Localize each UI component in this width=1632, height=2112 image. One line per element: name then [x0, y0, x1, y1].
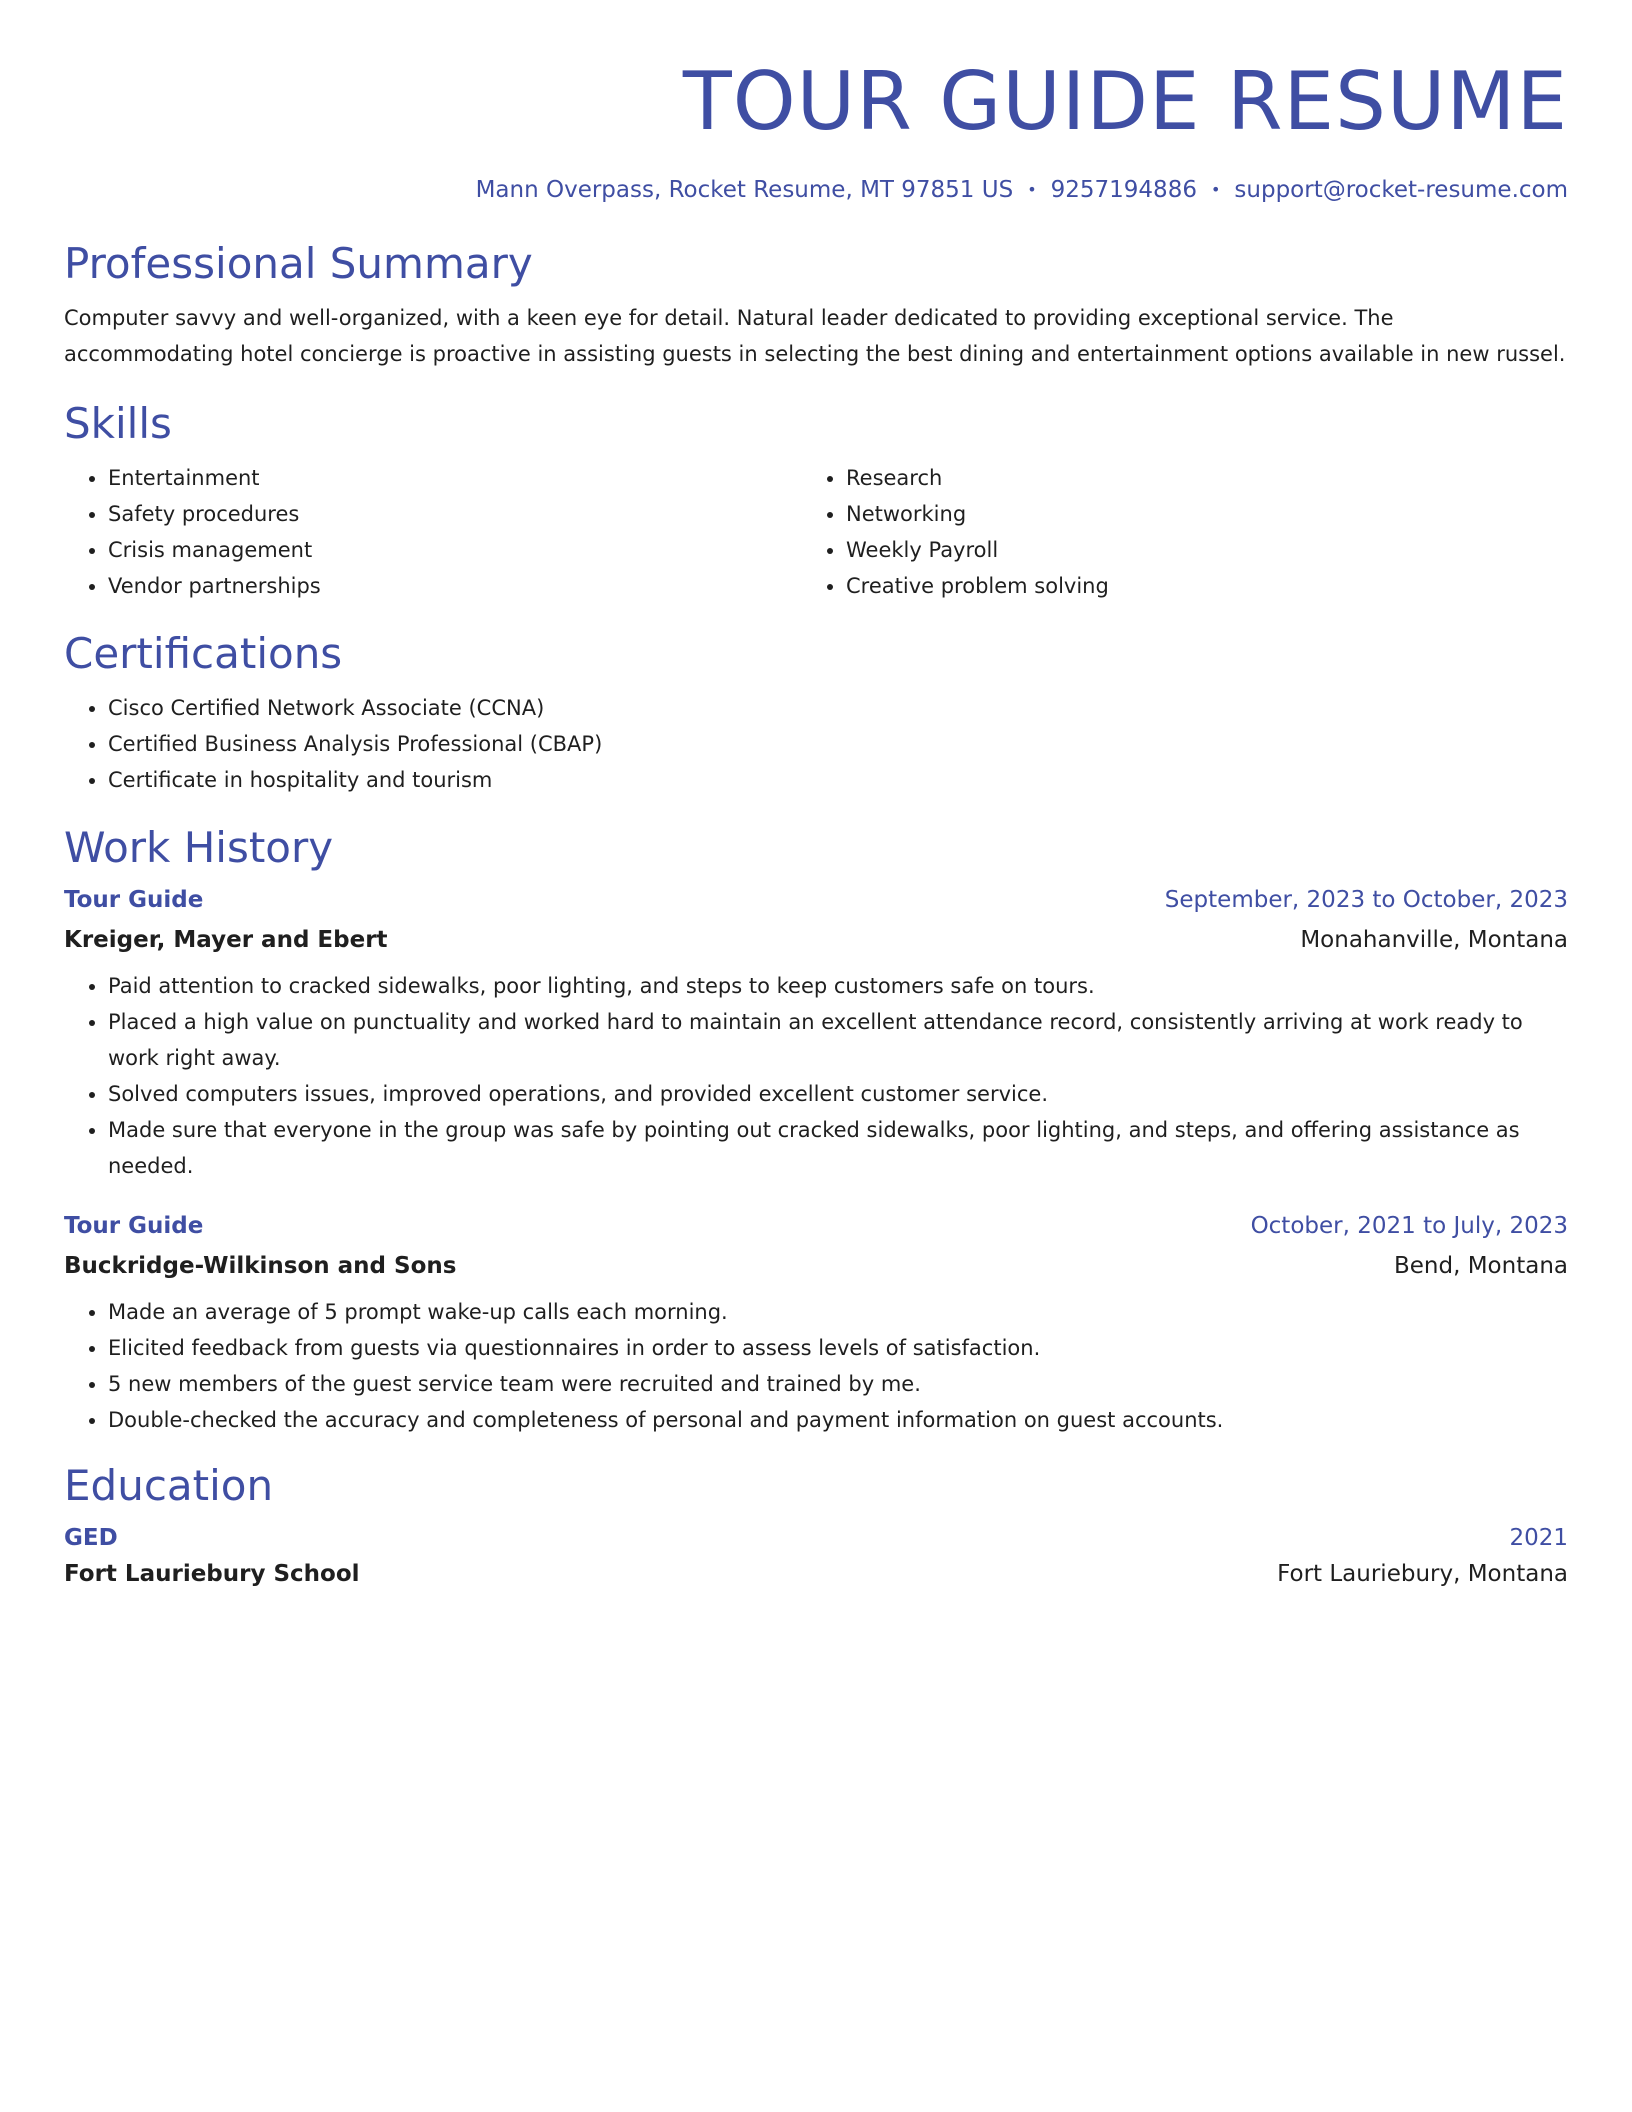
certification-item: • Certificate in hospitality and tourism [108, 762, 1568, 798]
contact-address: Mann Overpass, Rocket Resume, MT 97851 US [475, 177, 1014, 203]
job-duty-item: • Paid attention to cracked sidewalks, poor lighting, and steps to keep customers safe on tours. [108, 968, 1568, 1004]
contact-phone: 9257194886 [1050, 177, 1197, 203]
job-role: Tour Guide [64, 1213, 204, 1239]
job-employer: Buckridge-Wilkinson and Sons [64, 1253, 457, 1279]
job-duty-item: • Elicited feedback from guests via questionnaires in order to assess levels of satisfaction. [108, 1330, 1568, 1366]
job-title-row [64, 884, 1568, 916]
education-school-row [64, 1558, 1568, 1590]
job-entry [64, 1210, 1568, 1438]
education-school: Fort Lauriebury School [64, 1561, 360, 1587]
job-duty-item: • Made sure that everyone in the group was safe by pointing out cracked sidewalks, poor lighting, and steps, and offering assistance as needed. [108, 1112, 1568, 1184]
certifications-list [64, 690, 1568, 798]
job-location: Bend, Montana [1393, 1253, 1568, 1279]
skills-column-right [802, 460, 1540, 604]
skills-list [64, 460, 1568, 604]
education-year: 2021 [1509, 1525, 1568, 1551]
job-role: Tour Guide [64, 887, 204, 913]
education-entry [64, 1522, 1568, 1590]
job-dates: October, 2021 to July, 2023 [1250, 1213, 1568, 1239]
education-degree: GED [64, 1525, 118, 1551]
job-duty-item: • Double-checked the accuracy and completeness of personal and payment information on guest accounts. [108, 1402, 1568, 1438]
education-degree-row [64, 1522, 1568, 1554]
contact-line [64, 174, 1568, 206]
job-location: Monahanville, Montana [1300, 927, 1568, 953]
skills-heading: Skills [64, 399, 172, 448]
job-employer: Kreiger, Mayer and Ebert [64, 927, 388, 953]
skill-item: • Weekly Payroll [846, 532, 1540, 568]
job-title-row [64, 1210, 1568, 1242]
education-location: Fort Lauriebury, Montana [1277, 1561, 1568, 1587]
skill-item: • Networking [846, 496, 1540, 532]
skill-item: • Creative problem solving [846, 568, 1540, 604]
summary-text: Computer savvy and well-organized, with a keen eye for detail. Natural leader dedicated to providing exceptional service. The accommodating hotel concierge is proactive in assisting guests in selecting the best dining and entertainment options available in new russel. [64, 306, 1566, 366]
skill-item: • Vendor partnerships [108, 568, 802, 604]
skill-item: • Safety procedures [108, 496, 802, 532]
work-history-heading: Work History [64, 823, 334, 872]
certifications-heading: Certifications [64, 629, 343, 678]
contact-separator: • [1210, 180, 1221, 199]
job-entry [64, 884, 1568, 1184]
job-dates: September, 2023 to October, 2023 [1164, 887, 1568, 913]
job-duty-item: • Placed a high value on punctuality and worked hard to maintain an excellent attendance record, consistently arriving at work ready to work right away. [108, 1004, 1568, 1076]
page-title: TOUR GUIDE RESUME [682, 55, 1568, 148]
certification-item: • Certified Business Analysis Professional (CBAP) [108, 726, 1568, 762]
skill-item: • Crisis management [108, 532, 802, 568]
skill-item: • Research [846, 460, 1540, 496]
summary-heading: Professional Summary [64, 239, 533, 288]
skill-item: • Entertainment [108, 460, 802, 496]
contact-separator: • [1027, 180, 1037, 199]
job-duties-list [64, 1294, 1568, 1438]
job-duty-item: • Made an average of 5 prompt wake-up calls each morning. [108, 1294, 1568, 1330]
job-employer-row [64, 924, 1568, 956]
certification-item: • Cisco Certified Network Associate (CCNA) [108, 690, 1568, 726]
job-duties-list [64, 968, 1568, 1184]
skills-column-left [64, 460, 802, 604]
job-duty-item: • 5 new members of the guest service team were recruited and trained by me. [108, 1366, 1568, 1402]
education-heading: Education [64, 1461, 274, 1510]
job-duty-item: • Solved computers issues, improved operations, and provided excellent customer service. [108, 1076, 1568, 1112]
contact-email: support@rocket-resume.com [1234, 177, 1568, 203]
job-employer-row [64, 1250, 1568, 1282]
